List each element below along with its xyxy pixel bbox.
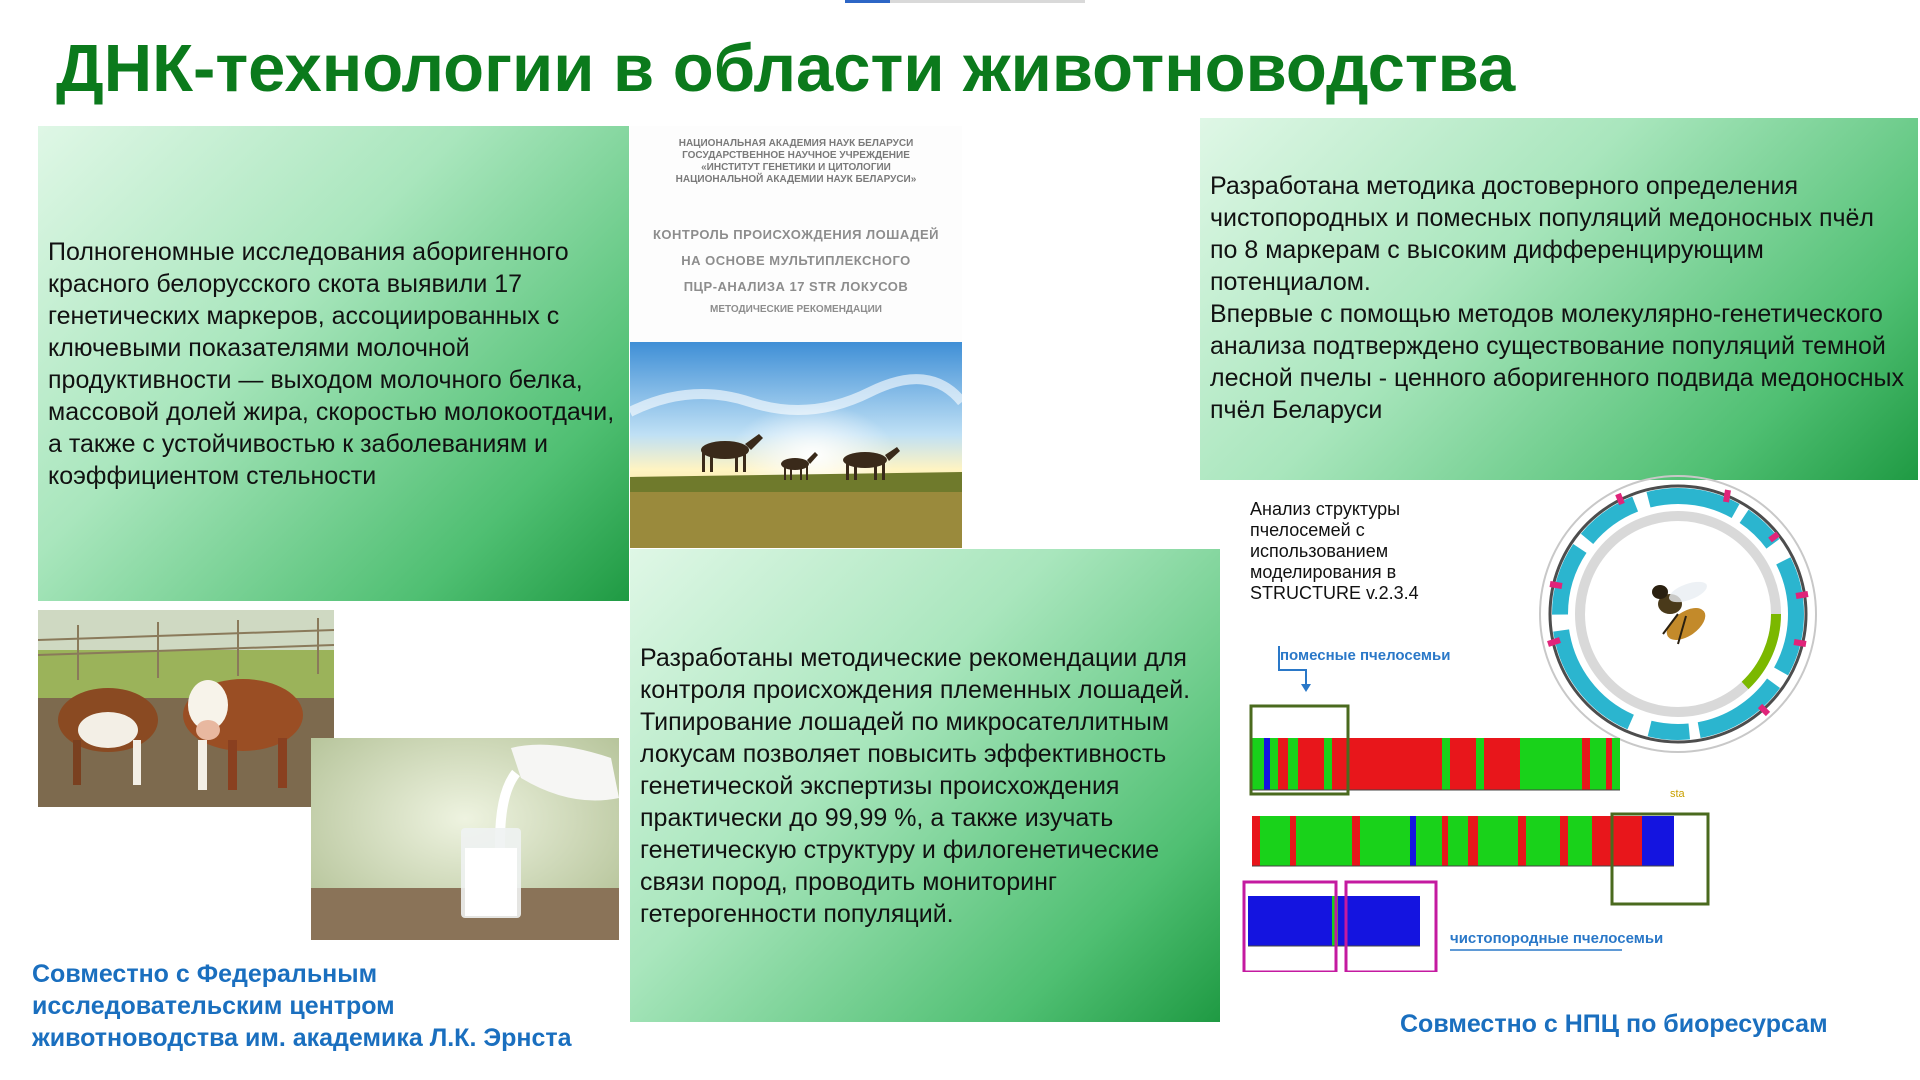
structure-bar — [1296, 816, 1352, 866]
structure-bar — [1582, 738, 1590, 790]
mixed-arrow-head — [1301, 684, 1311, 692]
structure-bar — [1526, 816, 1560, 866]
structure-bar — [1248, 896, 1332, 946]
structure-bar — [1642, 816, 1674, 866]
book-org: НАЦИОНАЛЬНАЯ АКАДЕМИЯ НАУК БЕЛАРУСИ ГОСУДАРСТВЕННОЕ НАУЧНОЕ УЧРЕЖДЕНИЕ «ИНСТИТУТ ГЕНЕТИКИ И ЦИТОЛОГИИ НАЦИОНАЛЬНОЙ АКАДЕМИИ НАУК БЕЛАРУСИ» — [675, 138, 917, 185]
bee-text-box — [1200, 118, 1918, 480]
cows-photo — [38, 610, 334, 807]
cattle-text-box — [38, 126, 629, 601]
structure-bar — [1298, 738, 1324, 790]
structure-bar — [1612, 738, 1620, 790]
structure-bar — [1410, 816, 1416, 866]
book-subtitle: МЕТОДИЧЕСКИЕ РЕКОМЕНДАЦИИ — [710, 304, 882, 315]
side-label: sta — [1670, 788, 1685, 800]
structure-bar — [1416, 816, 1442, 866]
milk-photo — [311, 738, 619, 940]
structure-bar — [1518, 816, 1526, 866]
structure-bar — [1606, 738, 1612, 790]
structure-bar — [1360, 816, 1410, 866]
pure-label: чистопородные пчелосемьи — [1450, 930, 1664, 947]
cattle-text: Полногеномные исследования аборигенного красного белорусского скота выявили 17 генетических маркеров, ассоциированных с ключевыми показателями молочной продуктивности — выходом молочного белка, массовой долей жира, скоростью молокоотдачи, а также с устойчивостью к заболеваниям и коэффициентом стельности — [48, 237, 615, 490]
book-cover-image — [630, 126, 962, 548]
bee-text: Разработана методика достоверного определения чистопородных и помесных популяций медоносных пчёл по 8 маркерам с высоким дифференцирующим потенциалом. Впервые с помощью методов молекулярно-генетического анализа подтверждено существование популяций темной лесной пчелы - ценного аборигенного подвида медоносных пчёл Беларуси — [1210, 172, 1904, 424]
structure-bar — [1278, 738, 1288, 790]
structure-bar — [1442, 738, 1450, 790]
structure-bar — [1260, 816, 1290, 866]
structure-bar — [1590, 738, 1606, 790]
structure-bar — [1568, 816, 1592, 866]
structure-bar — [1324, 738, 1332, 790]
structure-bar — [1520, 738, 1582, 790]
structure-bar — [1448, 816, 1468, 866]
structure-note: Анализ структуры пчелосемей с использованием моделирования в STRUCTURE v.2.3.4 — [1250, 499, 1419, 603]
top-decor-bar — [845, 0, 1085, 3]
credit-left: Совместно с Федеральным исследовательским центром животноводства им. академика Л.К. Эрнста — [32, 960, 572, 1052]
credit-right: Совместно с НПЦ по биоресурсам — [1400, 1010, 1828, 1038]
structure-bar — [1442, 816, 1448, 866]
structure-bar — [1270, 738, 1278, 790]
structure-bar — [1450, 738, 1476, 790]
structure-bar — [1468, 816, 1478, 866]
structure-bar — [1252, 738, 1264, 790]
structure-chart-svg — [1222, 640, 1722, 972]
structure-bar — [1338, 896, 1420, 946]
structure-bar — [1264, 738, 1270, 790]
slide-title: ДНК-технологии в области животноводства — [56, 31, 1516, 106]
horses-photo — [630, 342, 962, 548]
chart-row-c — [1248, 896, 1420, 946]
structure-bar — [1252, 816, 1260, 866]
structure-bar — [1476, 738, 1484, 790]
chart-row-a — [1252, 738, 1620, 790]
structure-bar — [1560, 816, 1568, 866]
structure-chart — [1222, 640, 1722, 972]
mixed-label: помесные пчелосемьи — [1280, 647, 1451, 664]
structure-bar — [1592, 816, 1642, 866]
structure-bar — [1352, 816, 1360, 866]
structure-bar — [1478, 816, 1518, 866]
book-title: КОНТРОЛЬ ПРОИСХОЖДЕНИЯ ЛОШАДЕЙ НА ОСНОВЕ МУЛЬТИПЛЕКСНОГО ПЦР-АНАЛИЗА 17 STR ЛОКУСОВ — [652, 227, 940, 294]
horse-text: Разработаны методические рекомендации для контроля происхождения племенных лошадей. Типирование лошадей по микросателлитным локусам позволяет повысить эффективность генетической экспертизы происхождения практически до 99,99 %, а также изучать генетическую структуру и филогенетические связи пород, проводить мониторинг гетерогенности популяций. — [640, 643, 1191, 928]
structure-bar — [1288, 738, 1298, 790]
structure-bar — [1290, 816, 1296, 866]
structure-bar — [1484, 738, 1520, 790]
horse-text-box — [630, 549, 1220, 1022]
